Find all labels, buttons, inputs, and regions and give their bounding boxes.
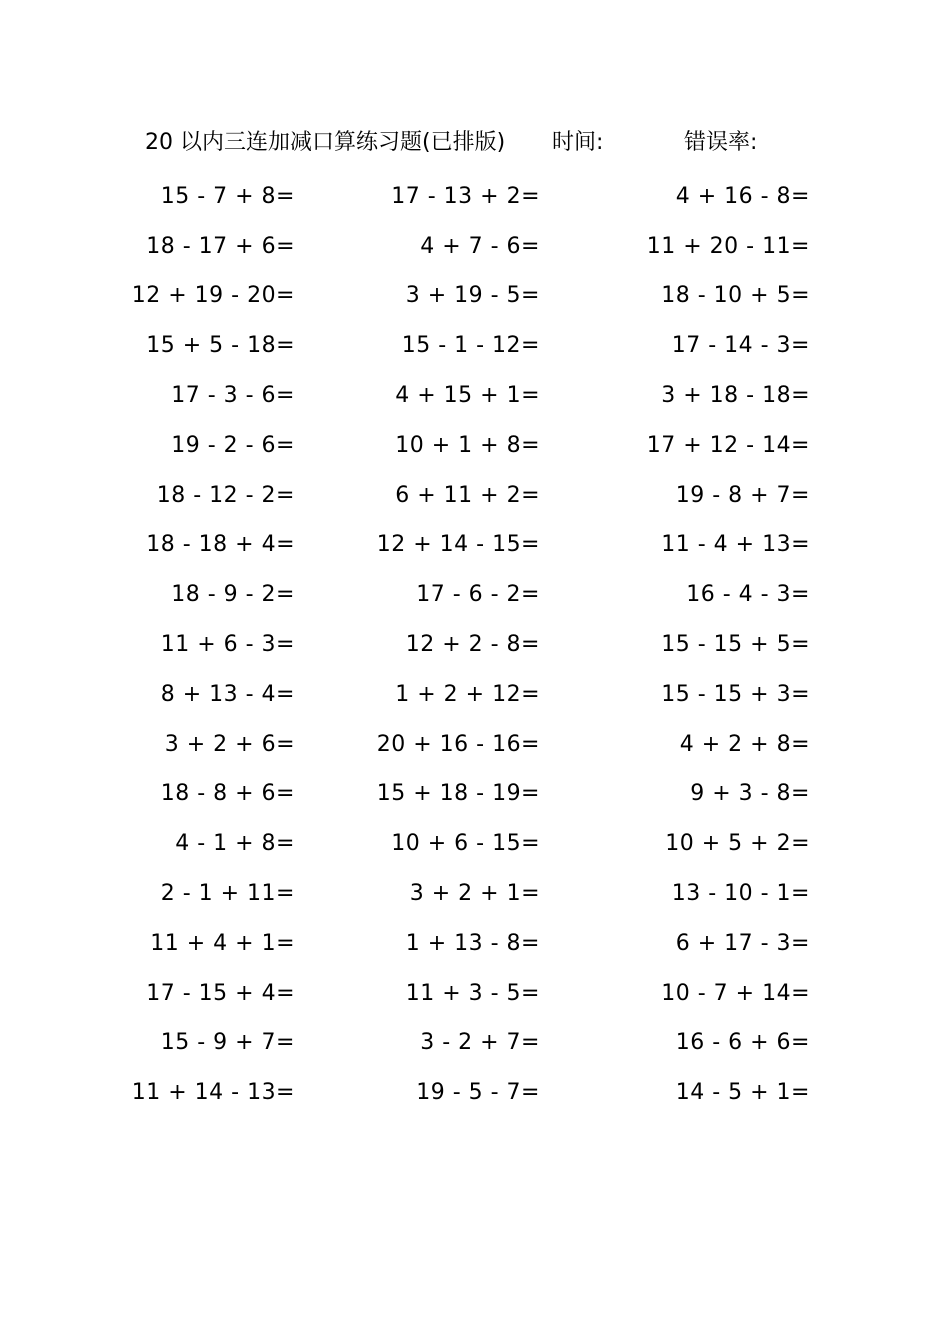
math-problem: 17 - 14 - 3= xyxy=(671,333,810,359)
math-problem: 18 - 17 + 6= xyxy=(146,233,295,259)
math-problem: 11 + 3 - 5= xyxy=(405,980,540,1006)
math-problem: 9 + 3 - 8= xyxy=(690,781,810,807)
math-problem: 4 - 1 + 8= xyxy=(175,831,295,857)
math-problem: 18 - 8 + 6= xyxy=(160,781,295,807)
math-problem: 17 - 13 + 2= xyxy=(391,183,540,209)
math-problem: 15 - 15 + 3= xyxy=(661,681,810,707)
math-problem: 13 - 10 - 1= xyxy=(671,881,810,907)
math-problem: 16 - 6 + 6= xyxy=(675,1030,810,1056)
math-problem: 12 + 2 - 8= xyxy=(405,632,540,658)
math-problem: 4 + 2 + 8= xyxy=(679,731,810,757)
math-problem: 10 + 5 + 2= xyxy=(665,831,810,857)
math-problem: 20 + 16 - 16= xyxy=(376,731,540,757)
math-problem: 6 + 11 + 2= xyxy=(395,482,540,508)
math-problem: 4 + 16 - 8= xyxy=(675,183,810,209)
math-problem: 3 + 19 - 5= xyxy=(405,283,540,309)
math-problem: 11 + 6 - 3= xyxy=(160,632,295,658)
math-problem: 15 - 9 + 7= xyxy=(160,1030,295,1056)
math-problem: 15 + 18 - 19= xyxy=(376,781,540,807)
math-problem: 8 + 13 - 4= xyxy=(160,681,295,707)
math-problem: 15 - 1 - 12= xyxy=(401,333,540,359)
math-problem: 1 + 2 + 12= xyxy=(395,681,540,707)
math-problem: 17 - 3 - 6= xyxy=(171,383,295,409)
math-problem: 10 - 7 + 14= xyxy=(661,980,810,1006)
math-problem: 6 + 17 - 3= xyxy=(675,930,810,956)
math-problem: 3 + 2 + 6= xyxy=(164,731,295,757)
math-problem: 10 + 6 - 15= xyxy=(391,831,540,857)
math-problem: 14 - 5 + 1= xyxy=(675,1080,810,1106)
math-problem: 17 - 6 - 2= xyxy=(416,582,540,608)
math-problem: 17 - 15 + 4= xyxy=(146,980,295,1006)
math-problem: 16 - 4 - 3= xyxy=(686,582,810,608)
math-problem: 4 + 15 + 1= xyxy=(395,383,540,409)
math-problem: 11 - 4 + 13= xyxy=(661,532,810,558)
math-problem: 18 - 18 + 4= xyxy=(146,532,295,558)
math-problem: 19 - 5 - 7= xyxy=(416,1080,540,1106)
math-problem: 11 + 4 + 1= xyxy=(150,930,295,956)
math-problem: 15 - 15 + 5= xyxy=(661,632,810,658)
math-problem: 12 + 14 - 15= xyxy=(376,532,540,558)
math-problem: 2 - 1 + 11= xyxy=(160,881,295,907)
math-problem: 10 + 1 + 8= xyxy=(395,432,540,458)
math-problem: 17 + 12 - 14= xyxy=(646,432,810,458)
math-problem: 3 + 18 - 18= xyxy=(661,383,810,409)
math-problem: 11 + 14 - 13= xyxy=(131,1080,295,1106)
math-problem: 1 + 13 - 8= xyxy=(405,930,540,956)
math-problem: 18 - 9 - 2= xyxy=(171,582,295,608)
math-problem: 3 + 2 + 1= xyxy=(409,881,540,907)
math-problem: 18 - 10 + 5= xyxy=(661,283,810,309)
math-problem: 3 - 2 + 7= xyxy=(420,1030,540,1056)
worksheet-title: 20 以内三连加减口算练习题(已排版) xyxy=(145,130,506,155)
math-problem: 15 + 5 - 18= xyxy=(146,333,295,359)
math-problem: 4 + 7 - 6= xyxy=(420,233,540,259)
math-problem: 12 + 19 - 20= xyxy=(131,283,295,309)
math-problem: 19 - 2 - 6= xyxy=(171,432,295,458)
worksheet-header xyxy=(145,126,805,160)
problem-grid xyxy=(130,172,810,1168)
math-problem: 15 - 7 + 8= xyxy=(160,183,295,209)
math-problem: 19 - 8 + 7= xyxy=(675,482,810,508)
math-problem: 18 - 12 - 2= xyxy=(156,482,295,508)
math-problem: 11 + 20 - 11= xyxy=(646,233,810,259)
time-label: 时间: xyxy=(552,130,604,155)
error-rate-label: 错误率: xyxy=(684,130,758,155)
